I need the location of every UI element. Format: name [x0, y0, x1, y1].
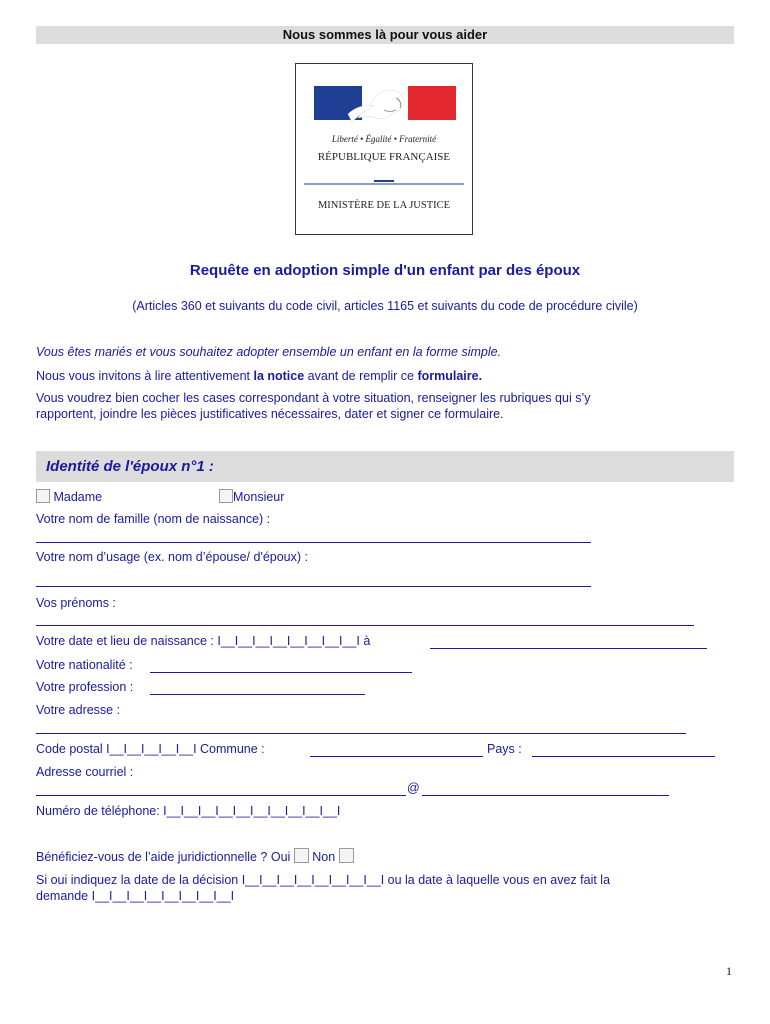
monsieur-option[interactable]: [219, 489, 284, 504]
pays-label: Pays :: [487, 742, 522, 756]
nationalite-label: Votre nationalité :: [36, 658, 133, 672]
aide-juridictionnelle-question: [36, 848, 354, 864]
intro-line-2b: avant de remplir ce: [304, 369, 418, 383]
document-subtitle: (Articles 360 et suivants du code civil, articles 1165 et suivants du code de procédure civile): [132, 299, 638, 313]
nom-famille-label: Votre nom de famille (nom de naissance) :: [36, 512, 271, 526]
lieu-naissance-field[interactable]: [430, 648, 707, 649]
telephone-label[interactable]: Numéro de téléphone: I__I__I__I__I__I__I__I__I__I__I: [36, 804, 341, 818]
date-demande-line[interactable]: demande I__I__I__I__I__I__I__I__I: [36, 889, 235, 903]
logo-motto: Liberté • Égalité • Fraternité: [331, 134, 437, 144]
adresse-label: Votre adresse :: [36, 703, 121, 717]
intro-line-4: rapportent, joindre les pièces justificatives nécessaires, dater et signer ce formulaire.: [36, 407, 504, 421]
commune-field[interactable]: [310, 756, 483, 757]
profession-field[interactable]: [150, 694, 365, 695]
section-heading-text: Identité de l'époux n°1 :: [46, 458, 214, 475]
profession-label: Votre profession :: [36, 680, 134, 694]
madame-label: Madame: [53, 490, 103, 504]
adresse-field[interactable]: [36, 733, 686, 734]
pays-field[interactable]: [532, 756, 715, 757]
courriel-label: Adresse courriel :: [36, 765, 134, 779]
madame-checkbox[interactable]: [36, 489, 50, 503]
courriel-domain-field[interactable]: [422, 795, 669, 796]
flag-red: [408, 86, 456, 120]
aide-label: Bénéficiez-vous de l’aide juridictionnelle ? Oui: [36, 850, 291, 864]
at-sign: @: [407, 781, 420, 795]
notice-link[interactable]: la notice: [253, 369, 305, 383]
aide-non-label: Non: [312, 850, 336, 864]
nom-usage-label: Votre nom d’usage (ex. nom d’épouse/ d'époux) :: [36, 550, 308, 564]
aide-oui-checkbox[interactable]: [294, 848, 309, 863]
aide-non-checkbox[interactable]: [339, 848, 354, 863]
intro-line-2a: Nous vous invitons à lire attentivement: [36, 369, 254, 383]
code-postal-commune-label[interactable]: Code postal I__I__I__I__I__I Commune :: [36, 742, 265, 756]
date-lieu-label[interactable]: Votre date et lieu de naissance : I__I__I__I__I__I__I__I__I à: [36, 634, 371, 648]
top-banner: Nous sommes là pour vous aider: [36, 26, 734, 44]
logo-ministry: MINISTÈRE DE LA JUSTICE: [317, 200, 451, 211]
date-decision-line[interactable]: Si oui indiquez la date de la décision I__I__I__I__I__I__I__I__I ou la date à laquelle vous en avez fait la: [36, 873, 611, 887]
marianne-emblem-icon: [296, 64, 472, 234]
courriel-user-field[interactable]: [36, 795, 406, 796]
monsieur-checkbox[interactable]: [219, 489, 233, 503]
intro-line-3: Vous voudrez bien cocher les cases correspondant à votre situation, renseigner les rubriques qui s’y: [36, 391, 591, 405]
prenoms-field[interactable]: [36, 625, 694, 626]
nom-famille-field[interactable]: [36, 542, 591, 543]
document-title: Requête en adoption simple d'un enfant par des époux: [189, 262, 581, 279]
section-heading-epoux-1: [36, 451, 734, 482]
madame-option[interactable]: [36, 489, 102, 504]
prenoms-label: Vos prénoms :: [36, 596, 116, 610]
ministry-logo: [295, 63, 473, 235]
nationalite-field[interactable]: [150, 672, 412, 673]
monsieur-label: Monsieur: [233, 490, 285, 504]
nom-usage-field[interactable]: [36, 586, 591, 587]
page-number: 1: [726, 964, 732, 978]
intro-line-2: [36, 369, 482, 383]
intro-line-1: Vous êtes mariés et vous souhaitez adopter ensemble un enfant en la forme simple.: [36, 345, 502, 359]
form-link[interactable]: formulaire.: [417, 369, 483, 383]
logo-republic: RÉPUBLIQUE FRANÇAISE: [317, 151, 451, 163]
